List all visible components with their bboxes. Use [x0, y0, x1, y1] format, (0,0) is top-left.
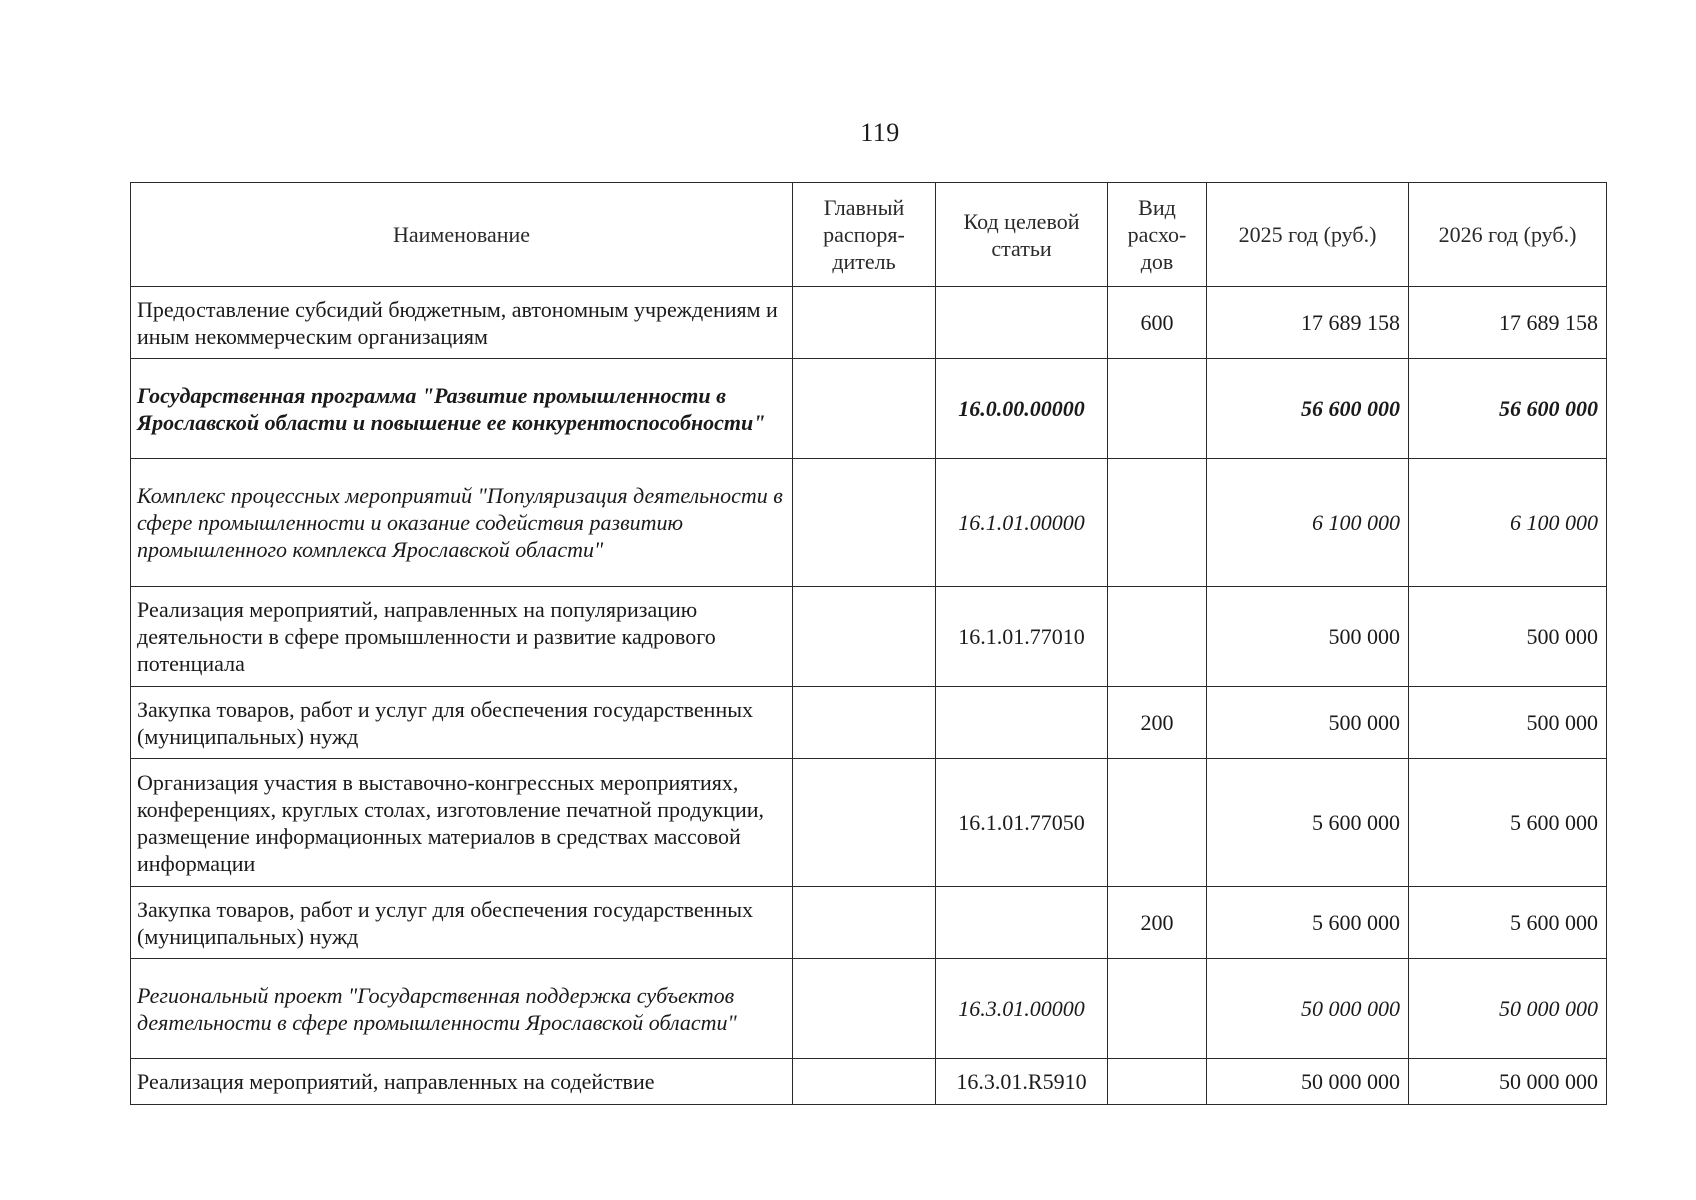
cell-2026: 56 600 000	[1409, 359, 1607, 459]
cell-2026: 500 000	[1409, 587, 1607, 687]
cell-code	[936, 287, 1108, 359]
cell-type: 600	[1108, 287, 1207, 359]
cell-name: Реализация мероприятий, направленных на популяризацию деятельности в сфере промышленности и развитие кадрового потенциала	[131, 587, 793, 687]
cell-chief	[793, 887, 936, 959]
table-row	[131, 759, 1607, 887]
cell-2025: 5 600 000	[1207, 759, 1409, 887]
cell-name: Реализация мероприятий, направленных на содействие	[131, 1059, 793, 1105]
cell-2026: 500 000	[1409, 687, 1607, 759]
cell-2025: 50 000 000	[1207, 959, 1409, 1059]
table-row	[131, 687, 1607, 759]
cell-2026: 50 000 000	[1409, 1059, 1607, 1105]
cell-2025: 17 689 158	[1207, 287, 1409, 359]
cell-code	[936, 887, 1108, 959]
cell-type	[1108, 459, 1207, 587]
table-row	[131, 959, 1607, 1059]
cell-code: 16.0.00.00000	[936, 359, 1108, 459]
cell-2025: 56 600 000	[1207, 359, 1409, 459]
cell-type	[1108, 959, 1207, 1059]
table-row	[131, 287, 1607, 359]
cell-name: Организация участия в выставочно-конгрессных мероприятиях, конференциях, круглых столах, изготовление печатной продукции, размещение информационных материалов в средствах массовой информации	[131, 759, 793, 887]
table-row	[131, 887, 1607, 959]
table-body	[131, 287, 1607, 1105]
cell-name: Региональный проект "Государственная поддержка субъектов деятельности в сфере промышленности Ярославской области"	[131, 959, 793, 1059]
cell-2025: 500 000	[1207, 587, 1409, 687]
header-2026: 2026 год (руб.)	[1409, 183, 1607, 287]
cell-2025: 50 000 000	[1207, 1059, 1409, 1105]
table-row	[131, 459, 1607, 587]
cell-chief	[793, 1059, 936, 1105]
table-row	[131, 1059, 1607, 1105]
table-header	[131, 183, 1607, 287]
cell-code: 16.1.01.77010	[936, 587, 1108, 687]
cell-code: 16.1.01.00000	[936, 459, 1108, 587]
cell-chief	[793, 587, 936, 687]
cell-type	[1108, 759, 1207, 887]
cell-chief	[793, 759, 936, 887]
cell-type	[1108, 1059, 1207, 1105]
cell-2025: 5 600 000	[1207, 887, 1409, 959]
header-chief: Главный распоря-дитель	[793, 183, 936, 287]
cell-2026: 17 689 158	[1409, 287, 1607, 359]
cell-2025: 6 100 000	[1207, 459, 1409, 587]
cell-name: Закупка товаров, работ и услуг для обеспечения государственных (муниципальных) нужд	[131, 887, 793, 959]
cell-code	[936, 687, 1108, 759]
cell-chief	[793, 359, 936, 459]
cell-chief	[793, 959, 936, 1059]
cell-code: 16.3.01.R5910	[936, 1059, 1108, 1105]
header-type: Вид расхо-дов	[1108, 183, 1207, 287]
cell-chief	[793, 287, 936, 359]
cell-type	[1108, 359, 1207, 459]
cell-name: Предоставление субсидий бюджетным, автономным учреждениям и иным некоммерческим организациям	[131, 287, 793, 359]
header-2025: 2025 год (руб.)	[1207, 183, 1409, 287]
budget-table	[130, 182, 1607, 1105]
cell-type: 200	[1108, 687, 1207, 759]
table-row	[131, 587, 1607, 687]
cell-type	[1108, 587, 1207, 687]
cell-2026: 50 000 000	[1409, 959, 1607, 1059]
page-number: 119	[860, 118, 900, 147]
cell-2025: 500 000	[1207, 687, 1409, 759]
cell-type: 200	[1108, 887, 1207, 959]
cell-2026: 5 600 000	[1409, 887, 1607, 959]
header-code: Код целевой статьи	[936, 183, 1108, 287]
cell-chief	[793, 459, 936, 587]
cell-2026: 6 100 000	[1409, 459, 1607, 587]
cell-name: Комплекс процессных мероприятий "Популяризация деятельности в сфере промышленности и оказание содействия развитию промышленного комплекса Ярославской области"	[131, 459, 793, 587]
cell-2026: 5 600 000	[1409, 759, 1607, 887]
cell-code: 16.1.01.77050	[936, 759, 1108, 887]
cell-code: 16.3.01.00000	[936, 959, 1108, 1059]
cell-name: Закупка товаров, работ и услуг для обеспечения государственных (муниципальных) нужд	[131, 687, 793, 759]
table-row	[131, 359, 1607, 459]
cell-name: Государственная программа "Развитие промышленности в Ярославской области и повышение ее конкурентоспособности"	[131, 359, 793, 459]
cell-chief	[793, 687, 936, 759]
header-name: Наименование	[131, 183, 793, 287]
